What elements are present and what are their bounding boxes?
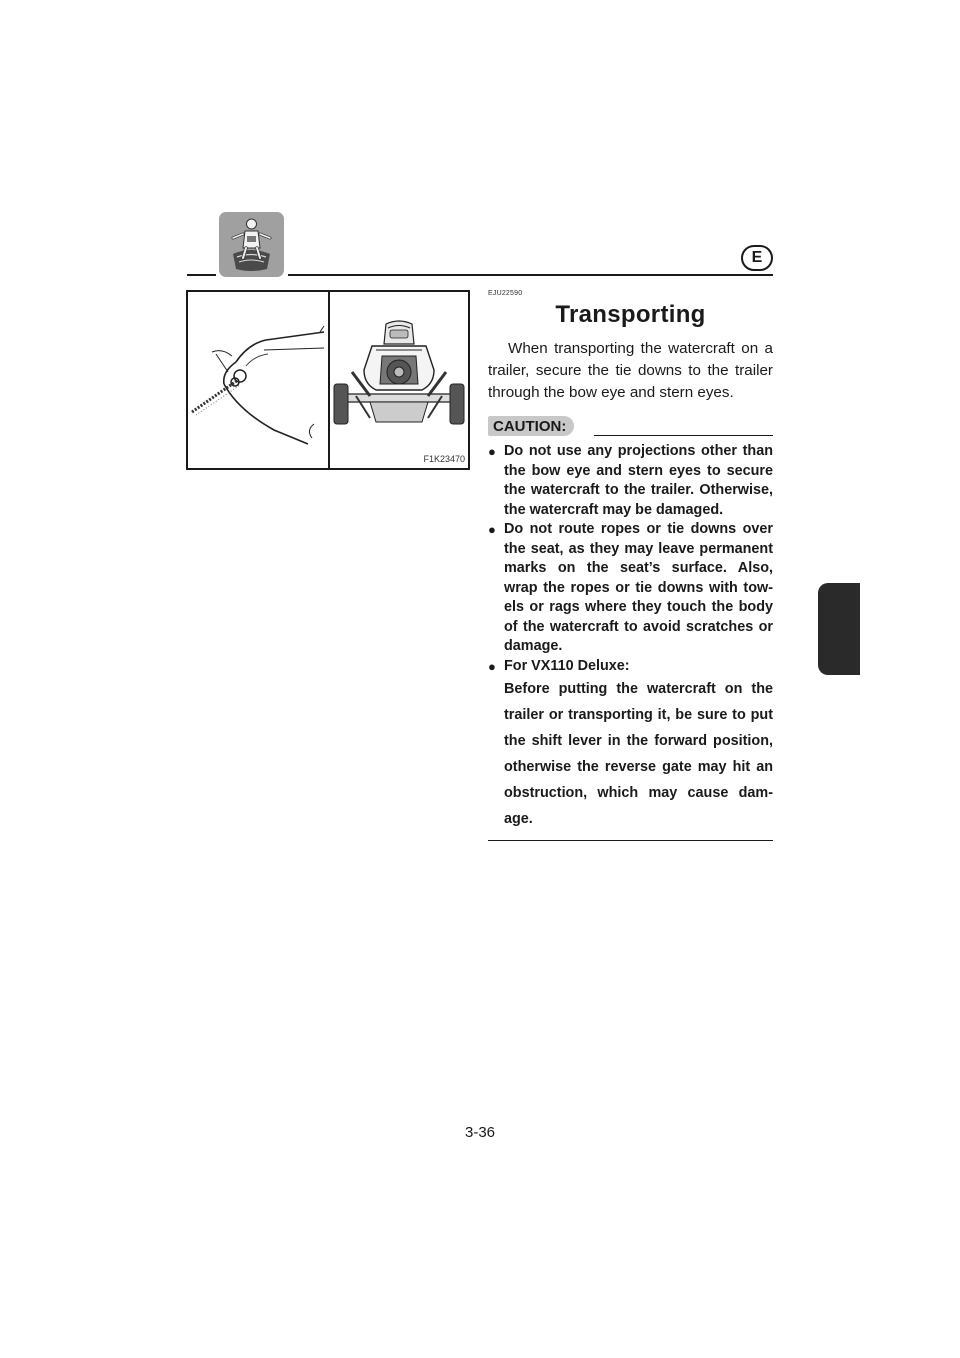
figure-code: F1K23470 — [423, 454, 465, 464]
list-item — [488, 442, 773, 520]
intro-paragraph: When transporting the watercraft on a trailer, secure the tie downs to the trailer through the bow eye and stern eyes. — [488, 340, 773, 401]
watercraft-on-trailer-rear-view — [330, 292, 468, 468]
caution-item-text: Do not use any projections other than the bow eye and stern eyes to secure the watercraft to the trailer. Otherwise, the watercraft may be damaged. — [504, 443, 773, 518]
bow-eye-rope-illustration — [188, 292, 328, 468]
bullet-icon: ● — [488, 444, 496, 459]
transport-figure — [186, 290, 470, 470]
caution-header — [488, 416, 773, 436]
caution-rule — [594, 435, 773, 436]
header-rule-right — [288, 274, 773, 276]
caution-bottom-rule — [488, 840, 773, 841]
language-label: E — [751, 249, 763, 266]
caution-item-text: Do not route ropes or tie downs over the seat, as they may leave permanent marks on the seat’s surface. Also, wrap the ropes or tie downs with tow-els or rags where they touch the body of the watercraft to avoid scratches or damage. — [504, 521, 773, 654]
caution-list — [488, 442, 773, 832]
header-rule-left — [187, 274, 216, 276]
content-column — [488, 290, 773, 841]
chapter-tab — [818, 583, 860, 675]
language-badge — [741, 245, 773, 271]
bullet-icon: ● — [488, 658, 496, 674]
list-item — [488, 657, 773, 833]
section-title: Transporting — [555, 301, 706, 328]
caution-label: CAUTION: — [488, 416, 574, 436]
list-item — [488, 520, 773, 657]
watercraft-rider-icon — [219, 212, 284, 277]
bullet-icon: ● — [488, 522, 496, 537]
reference-code: EJU22590 — [488, 290, 523, 297]
caution-item-heading: For VX110 Deluxe: — [504, 657, 630, 674]
page-number: 3-36 — [464, 1124, 496, 1141]
caution-item-text: Before putting the watercraft on the trailer or transporting it, be sure to put the shift lever in the forward position, otherwise the reverse gate may hit an obstruction, which may cause dam-age. — [504, 681, 773, 827]
